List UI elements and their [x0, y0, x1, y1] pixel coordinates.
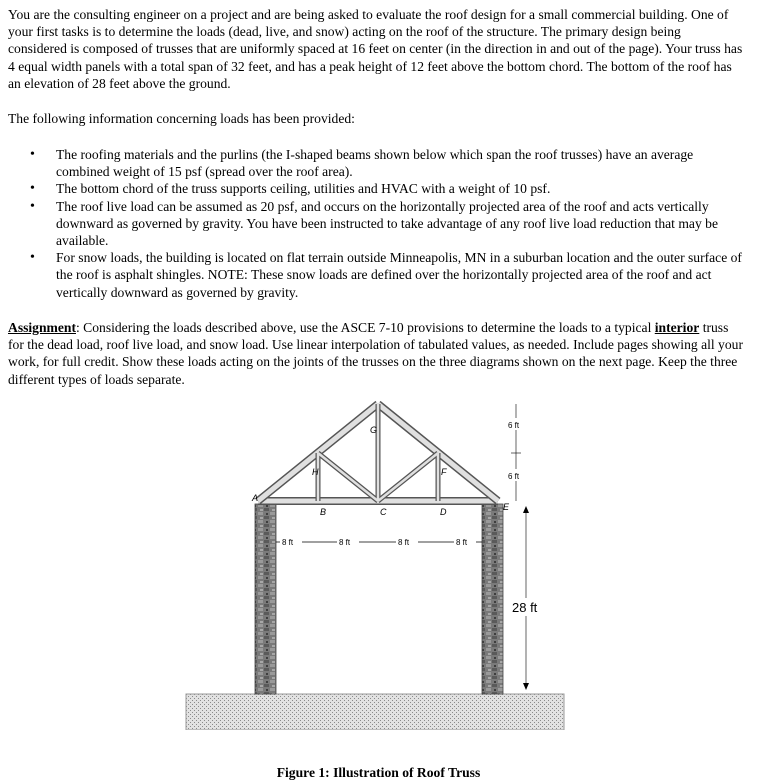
- bullet-text: The roofing materials and the purlins (the I-shaped beams shown below which span the roof trusses) have an average combined weight of 15 psf (spread over the roof area).: [56, 147, 694, 180]
- node-label-e: E: [503, 502, 510, 512]
- assignment-label: Assignment: [8, 320, 76, 335]
- height-lower-label: 6 ft: [508, 472, 520, 481]
- list-item: [30, 146, 742, 180]
- roof-truss-figure: [180, 396, 570, 730]
- info-heading: The following information concerning loads has been provided:: [8, 111, 355, 126]
- panel-label: 8 ft: [339, 538, 351, 547]
- height-dimensions: [507, 404, 544, 690]
- left-wall: [255, 504, 276, 694]
- bullet-icon: •: [30, 181, 35, 197]
- bullet-icon: •: [30, 198, 35, 214]
- bullet-text: The bottom chord of the truss supports ceiling, utilities and HVAC with a weight of 10 psf.: [56, 181, 551, 197]
- bullet-icon: •: [30, 147, 35, 162]
- list-item: [30, 180, 742, 197]
- load-info-list: [30, 146, 742, 301]
- panel-label: 8 ft: [456, 538, 468, 547]
- bullet-text: For snow loads, the building is located on flat terrain outside Minneapolis, MN in a suburban location and the outer surface of the roof is asphalt shingles. NOTE: These snow loads are defined over the horizontally projected area of the roof and act vertically downward as governed by gravity.: [56, 250, 742, 300]
- interior-emphasis: interior: [654, 320, 700, 335]
- intro-paragraph: You are the consulting engineer on a project and are being asked to evaluate the roof design for a small commercial building. One of your first tasks is to determine the loads (dead, live, and snow) acting on the roof of the structure. The primary design being considered is composed of trusses that are uniformly spaced at 16 feet on center (in the direction in and out of the page). Your truss has 4 equal width panels with a total span of 32 feet, and has a peak height of 12 feet above the bottom chord. The bottom of the roof has an elevation of 28 feet above the ground.: [8, 7, 743, 91]
- right-wall: [482, 504, 503, 694]
- node-label-d: D: [440, 507, 447, 517]
- list-item: [30, 198, 742, 250]
- node-label-f: F: [441, 467, 447, 477]
- assignment-text-2: truss for the dead load, roof live load, and snow load. Use linear interpolation of tabulated values, as needed. Include pages showing all your work, for full credit. Show these loads acting on the joints of the trusses on the three diagrams shown on the next page. Keep the three different types of loads separate.: [8, 320, 743, 387]
- assignment-paragraph: [8, 319, 743, 388]
- figure-caption: Figure 1: Illustration of Roof Truss: [276, 765, 481, 780]
- list-item: [30, 249, 742, 301]
- node-label-h: H: [312, 467, 319, 477]
- ground-base: [186, 694, 564, 730]
- panel-label: 8 ft: [398, 538, 410, 547]
- elevation-label: 28 ft: [512, 600, 538, 615]
- panel-dimensions: [276, 536, 482, 547]
- panel-label: 8 ft: [282, 538, 294, 547]
- node-label-a: A: [252, 493, 259, 503]
- node-label-c: C: [380, 507, 387, 517]
- node-label-b: B: [320, 507, 327, 517]
- node-label-g: G: [370, 425, 378, 435]
- bullet-icon: •: [30, 250, 35, 266]
- assignment-text-1: : Considering the loads described above, use the ASCE 7-10 provisions to determine the loads to a typical: [75, 320, 655, 335]
- height-upper-label: 6 ft: [508, 421, 520, 430]
- bullet-text: The roof live load can be assumed as 20 psf, and occurs on the horizontally projected area of the roof and acts vertically downward as governed by gravity. You have been instructed to take advantage of any roof live load reduction that may be available.: [56, 198, 718, 249]
